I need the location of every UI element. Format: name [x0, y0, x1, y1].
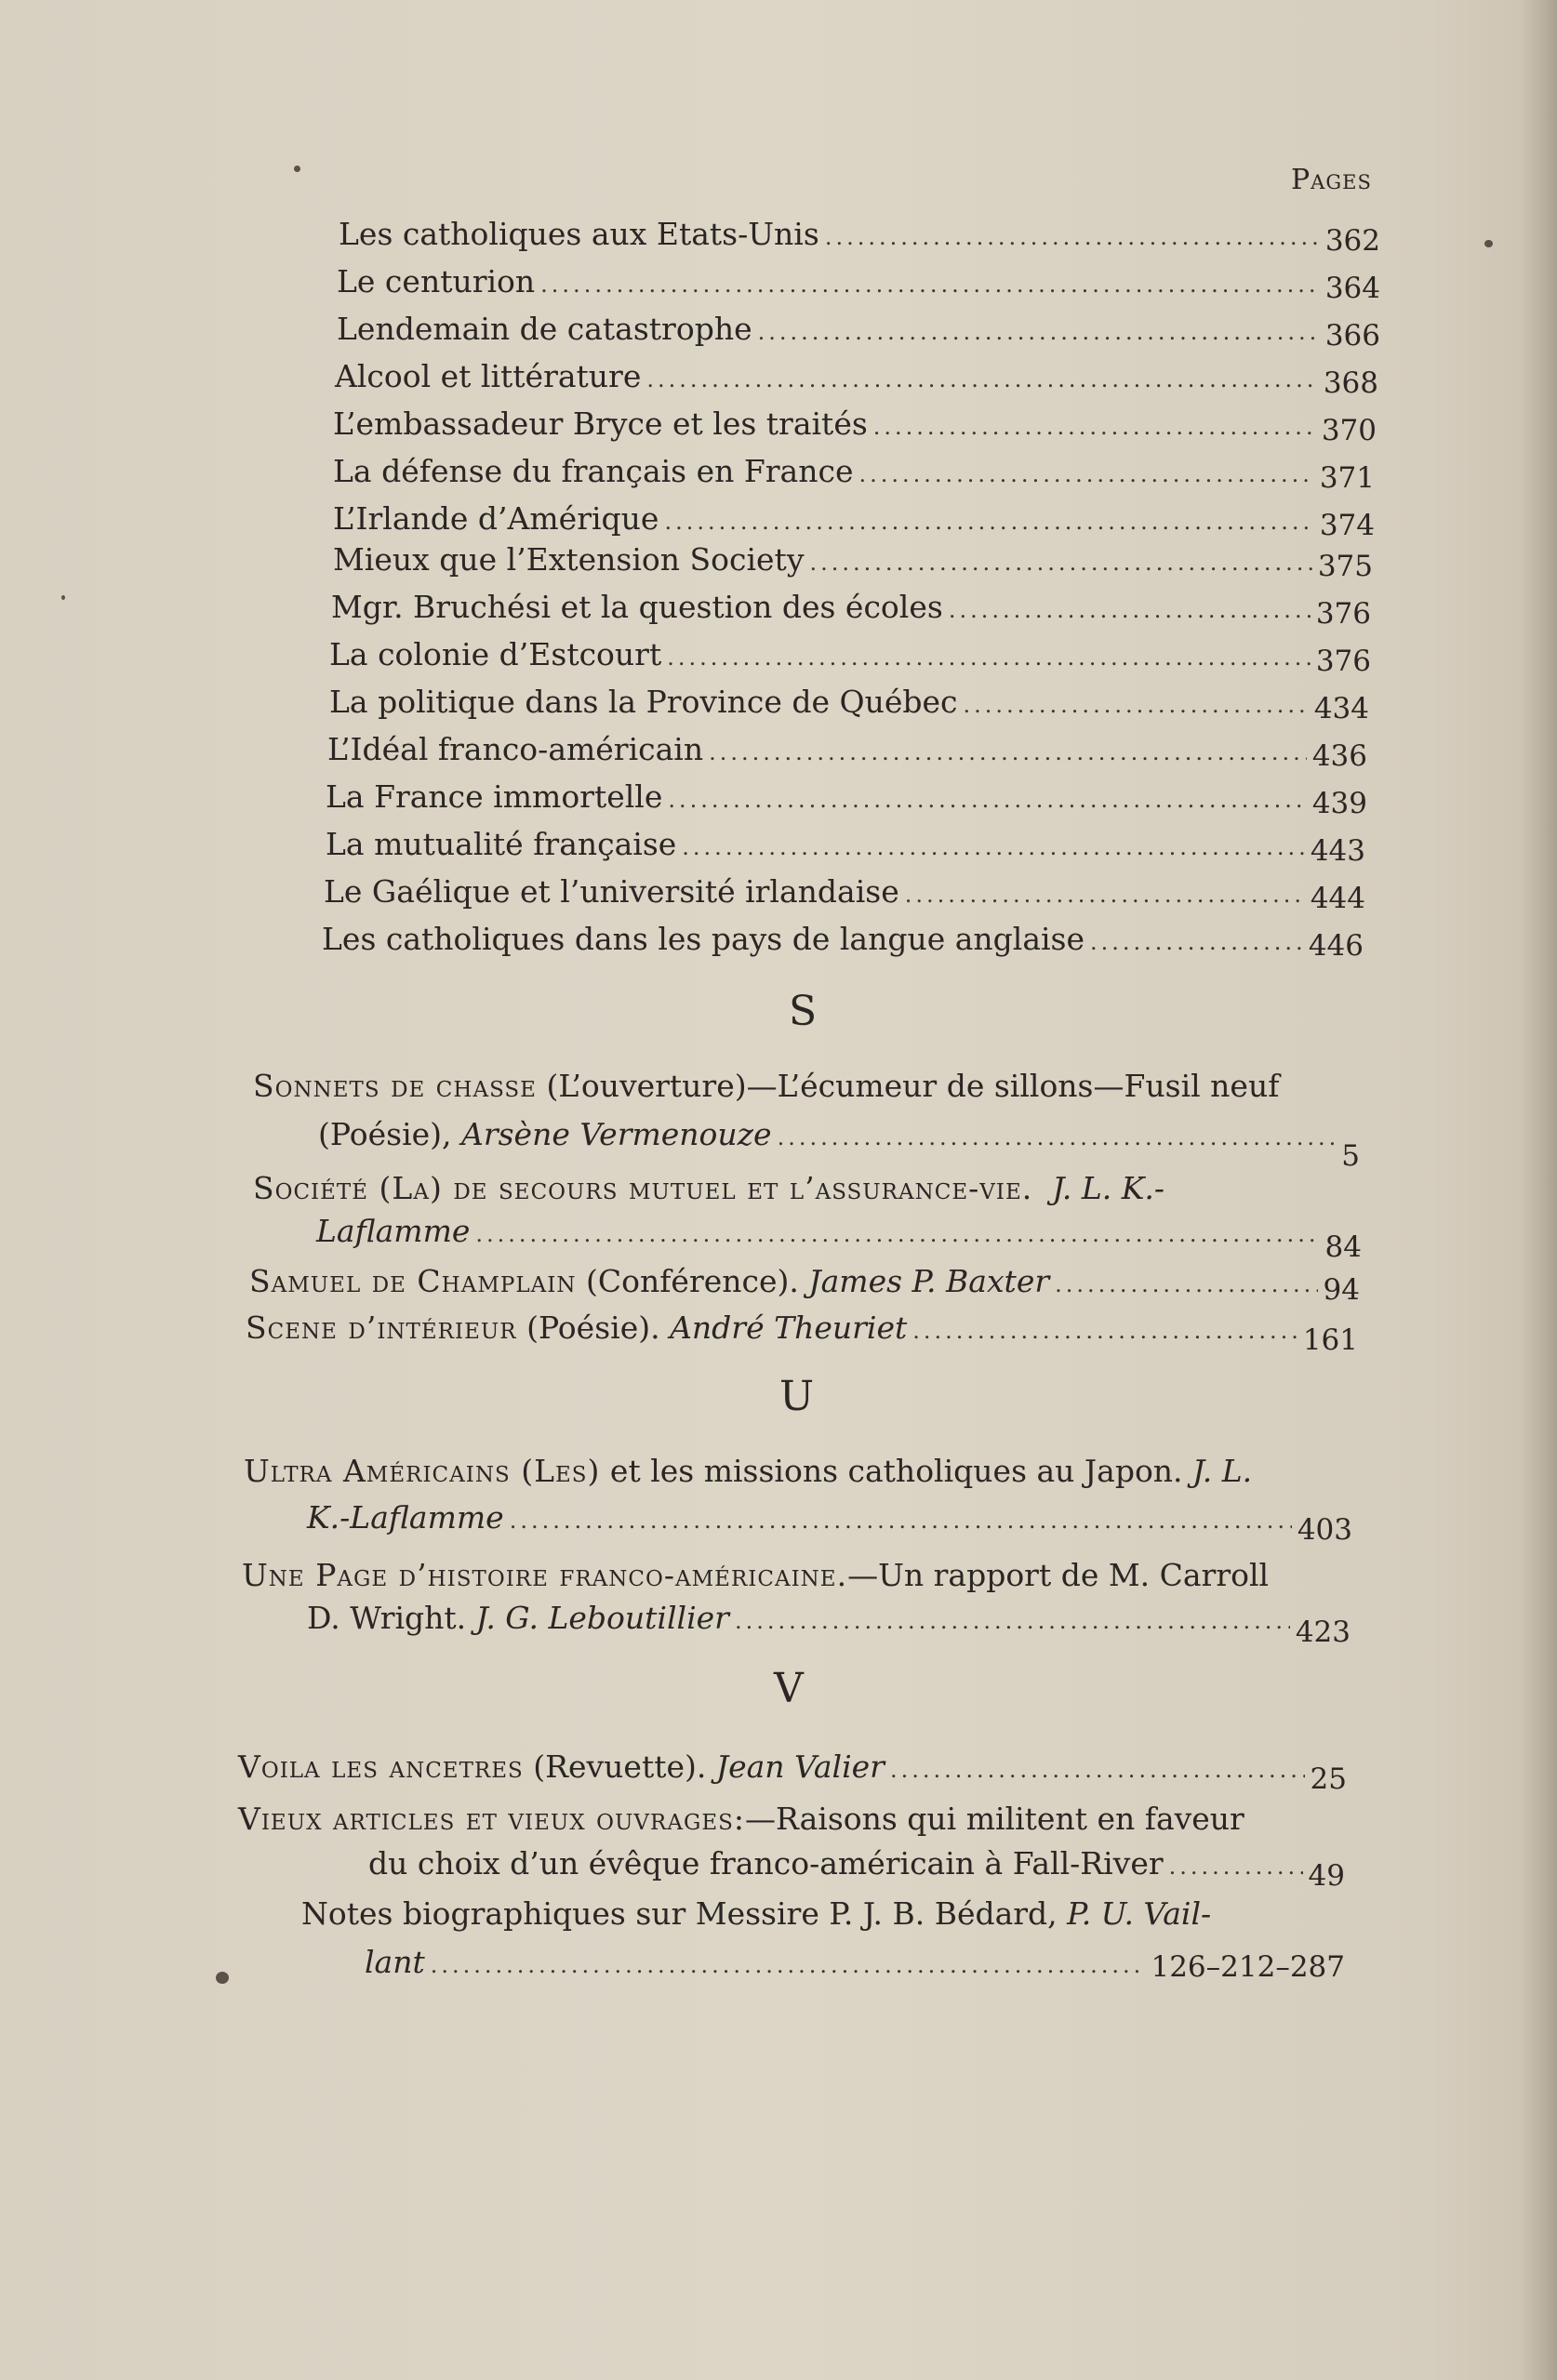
dot-leader: [825, 219, 1320, 256]
entry-author: Arsène Vermenouze: [461, 1116, 772, 1152]
page-number: 49: [1308, 1859, 1345, 1893]
dot-leader: [682, 829, 1305, 866]
ink-speck: [1484, 240, 1493, 247]
dot-leader: [873, 408, 1316, 445]
pages-column-header: Pages: [1291, 164, 1372, 196]
entry-text: Notes biographiques sur Messire P. J. B. Bédard,: [301, 1895, 1068, 1932]
section-letter-v: V: [774, 1665, 805, 1712]
dot-leader: [778, 1119, 1337, 1156]
entry-text: Voila les ancetres (Revuette). Jean Valier: [238, 1748, 885, 1785]
dot-leader: [758, 313, 1320, 351]
entry-heading: Vieux articles et vieux ouvrages:: [238, 1801, 745, 1837]
entry-heading: Une Page d’histoire franco-américaine.: [242, 1557, 848, 1593]
toc-entry: [242, 1557, 1269, 1594]
entry-subtitle: —Raisons qui militent en faveur: [744, 1801, 1244, 1837]
page-number: 84: [1324, 1230, 1362, 1264]
entry-title: L’Irlande d’Amérique: [333, 500, 659, 537]
entry-title: La colonie d’Estcourt: [329, 636, 662, 672]
toc-entry: [253, 1068, 1279, 1105]
page-number: 376: [1315, 597, 1371, 631]
entry-title: La mutualité française: [326, 826, 677, 862]
toc-entry: [337, 311, 1380, 351]
entry-heading: Société (La) de secours mutuel et l’assurance-vie.: [253, 1170, 1033, 1206]
page-number: 423: [1295, 1615, 1351, 1649]
page-number: 371: [1319, 461, 1375, 495]
page-number: 126–212–287: [1151, 1950, 1345, 1984]
page-number: 94: [1323, 1273, 1360, 1307]
page-number: 434: [1313, 692, 1369, 725]
entry-title: La France immortelle: [326, 778, 663, 815]
entry-title: L’Idéal franco-américain: [327, 731, 704, 767]
page-number: 370: [1321, 414, 1377, 447]
entry-author: J. G. Leboutillier: [475, 1600, 729, 1636]
entry-title: La politique dans la Province de Québec: [329, 684, 958, 720]
page-number: 444: [1310, 882, 1365, 915]
toc-entry: [301, 1895, 1211, 1933]
toc-entry: [238, 1801, 1244, 1838]
toc-entry: [326, 826, 1365, 866]
entry-title: Les catholiques aux Etats-Unis: [339, 216, 819, 252]
page-number: 439: [1311, 787, 1367, 820]
entry-author: James P. Baxter: [808, 1263, 1050, 1299]
entry-text: Samuel de Champlain (Conférence). James P. Baxter: [249, 1263, 1050, 1299]
dot-leader: [905, 876, 1305, 913]
dot-leader: [709, 734, 1307, 771]
entry-heading: Ultra Américains (Les): [244, 1453, 601, 1489]
entry-author: André Theuriet: [670, 1310, 908, 1346]
toc-entry: [337, 263, 1380, 303]
entry-title: L’embassadeur Bryce et les traités: [333, 406, 868, 442]
toc-entry: [246, 1310, 1358, 1357]
entry-author: J. L.: [1192, 1453, 1253, 1489]
toc-entry: [326, 778, 1367, 818]
ink-speck: [216, 1972, 229, 1984]
toc-entry-continuation: [316, 1213, 1362, 1264]
page-number: 375: [1317, 550, 1373, 583]
dot-leader: [667, 639, 1311, 676]
entry-text: D. Wright. J. G. Leboutillier: [307, 1600, 729, 1636]
toc-entry: [244, 1453, 1252, 1490]
toc-entry: [339, 216, 1380, 256]
dot-leader: [646, 361, 1317, 398]
dot-leader: [540, 266, 1320, 303]
toc-entry: [238, 1748, 1347, 1796]
toc-entry: [331, 589, 1371, 629]
entry-subtitle: (L’ouverture)—L’écumeur de sillons—Fusil neuf: [536, 1068, 1280, 1104]
toc-entry: [333, 453, 1375, 493]
dot-leader: [1055, 1266, 1317, 1303]
dot-leader: [859, 456, 1314, 493]
toc-entry: [333, 500, 1375, 540]
toc-entry: [327, 731, 1367, 771]
section-letter-u: U: [779, 1373, 817, 1420]
page-number: 5: [1341, 1139, 1360, 1173]
dot-leader: [475, 1216, 1319, 1253]
page-number: 443: [1310, 834, 1365, 868]
ink-speck: [294, 166, 300, 172]
entry-title: Le centurion: [337, 263, 536, 299]
dot-leader: [809, 544, 1311, 581]
toc-entry: [329, 684, 1369, 724]
entry-author: Jean Valier: [715, 1748, 885, 1785]
toc-entry-continuation: [307, 1600, 1351, 1649]
toc-entry-continuation: [318, 1116, 1360, 1173]
page-number: 25: [1310, 1762, 1347, 1796]
entry-title: La défense du français en France: [333, 453, 854, 489]
dot-leader: [964, 686, 1309, 724]
dot-leader: [668, 781, 1306, 818]
entry-text: du choix d’un évêque franco-américain à Fall-River: [368, 1845, 1164, 1881]
toc-entry-continuation: [368, 1845, 1345, 1893]
page-edge-shadow: [1520, 0, 1557, 2380]
toc-entry-continuation: [307, 1499, 1352, 1547]
page-number: 366: [1324, 319, 1380, 352]
toc-entry-continuation: [365, 1944, 1345, 1984]
page-number: 364: [1324, 272, 1380, 305]
entry-title: Mgr. Bruchési et la question des écoles: [331, 589, 943, 625]
dot-leader: [431, 1947, 1146, 1984]
entry-text: Scene d’intérieur (Poésie). André Theuriet: [246, 1310, 908, 1346]
entry-title: Lendemain de catastrophe: [337, 311, 752, 347]
dot-leader: [1169, 1848, 1303, 1885]
entry-author: P. U. Vail-: [1067, 1895, 1212, 1932]
toc-entry: [324, 873, 1365, 913]
toc-entry: [333, 541, 1373, 581]
page-number: 446: [1308, 929, 1364, 963]
dot-leader: [890, 1751, 1305, 1788]
dot-leader: [664, 503, 1313, 540]
entry-author: lant: [365, 1944, 425, 1980]
toc-entry: [335, 358, 1378, 398]
entry-text: (Poésie), Arsène Vermenouze: [318, 1116, 772, 1152]
dot-leader: [510, 1502, 1292, 1539]
toc-entry: [253, 1170, 1164, 1207]
dot-leader: [949, 592, 1311, 629]
entry-subtitle: —Un rapport de M. Carroll: [847, 1557, 1270, 1593]
page-number: 368: [1323, 366, 1378, 400]
page-number: 403: [1297, 1513, 1352, 1547]
entry-title: Alcool et littérature: [335, 358, 642, 394]
page-number: 376: [1315, 645, 1371, 678]
toc-entry: [329, 636, 1371, 676]
page-number: 161: [1302, 1323, 1358, 1357]
dot-leader: [912, 1312, 1298, 1350]
dot-leader: [735, 1602, 1290, 1640]
page-number: 362: [1324, 224, 1380, 258]
page-number: 436: [1311, 739, 1367, 773]
entry-title: Le Gaélique et l’université irlandaise: [324, 873, 899, 910]
entry-heading: Sonnets de chasse: [253, 1068, 537, 1104]
ink-speck: [61, 595, 65, 600]
entry-author: Laflamme: [316, 1213, 471, 1249]
page-number: 374: [1319, 509, 1375, 542]
dot-leader: [1090, 924, 1303, 961]
toc-entry: [322, 921, 1364, 961]
entry-title: Les catholiques dans les pays de langue anglaise: [322, 921, 1085, 957]
entry-author: K.-Laflamme: [307, 1499, 504, 1536]
entry-author: J. L. K.-: [1052, 1170, 1165, 1206]
toc-entry: [333, 406, 1377, 445]
toc-entry: [249, 1263, 1360, 1307]
entry-subtitle: et les missions catholiques au Japon.: [600, 1453, 1193, 1489]
entry-title: Mieux que l’Extension Society: [333, 541, 805, 578]
section-letter-s: S: [789, 988, 819, 1035]
